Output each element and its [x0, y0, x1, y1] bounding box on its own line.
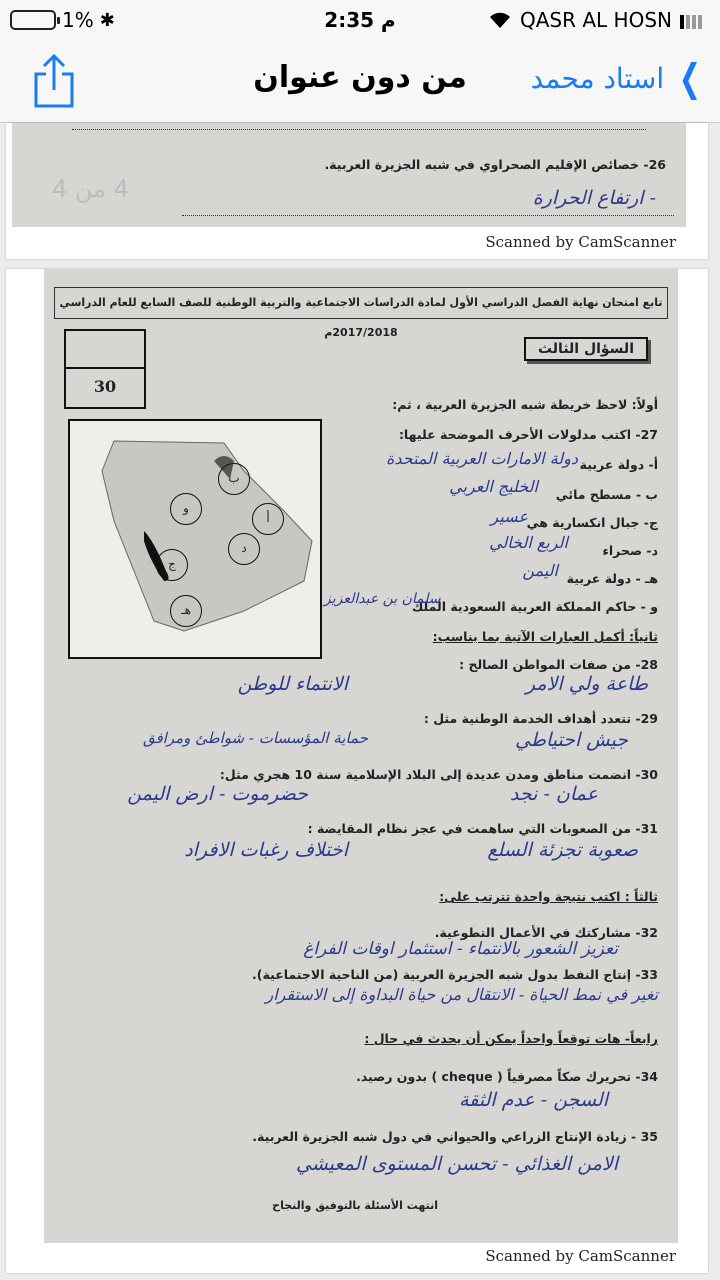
- question-26: 26- خصائص الإقليم الصحراوي في شبه الجزيرة العربية.: [324, 157, 666, 172]
- exam-footer: انتهت الأسئلة بالتوفيق والنجاح: [272, 1199, 438, 1212]
- battery-level: 1%: [62, 8, 94, 32]
- bluetooth-icon: ✱: [99, 9, 115, 31]
- answer-30-2: حضرموت - ارض اليمن: [127, 783, 308, 805]
- item-label: ج- جبال انكسارية هي: [526, 515, 658, 530]
- status-bar: [0, 0, 720, 40]
- question-32: 32- مشاركتك في الأعمال التطوعية.: [434, 925, 658, 940]
- answer-28-2: الانتماء للوطن: [237, 673, 348, 695]
- status-time: 2:35 م: [324, 8, 396, 32]
- map-marker-d: د: [228, 533, 260, 565]
- part4-title: رابعاً- هات توقعاً واحداً يمكن أن يحدث في حال :: [364, 1031, 658, 1046]
- question-35: 35 - زيادة الإنتاج الزراعي والحيواني في دول شبه الجزيرة العربية.: [252, 1129, 658, 1144]
- answer-32: تعزيز الشعور بالانتماء - استثمار اوقات الفراغ: [303, 939, 618, 959]
- question-34: 34- تحريرك صكاً مصرفياً ( cheque ) بدون رصيد.: [356, 1069, 658, 1084]
- item-label: د- صحراء: [602, 543, 658, 558]
- camscanner-watermark: Scanned by CamScanner: [485, 1247, 676, 1265]
- question-27: 27- اكتب مدلولات الأحرف الموضحة عليها:: [398, 427, 658, 442]
- answer-31-2: اختلاف رغبات الافراد: [184, 839, 348, 861]
- score-value: 30: [93, 377, 117, 396]
- scanned-image-2: [44, 269, 678, 1243]
- answer-33: تغير في نمط الحياة - الانتقال من حياة البداوة إلى الاستقرار: [265, 985, 658, 1004]
- page-number: 4 من 4: [52, 175, 129, 203]
- back-label: استاد محمد: [530, 61, 665, 95]
- question-30: 30- انضمت مناطق ومدن عديدة إلى البلاد الإسلامية سنة 10 هجري مثل:: [219, 767, 658, 782]
- answer-28-1: طاعة ولي الامر: [525, 673, 648, 695]
- item-answer: عسير: [490, 507, 528, 526]
- item-label: هـ - دولة عربية: [566, 571, 658, 586]
- item-label: أ- دولة عربية: [579, 457, 658, 472]
- camscanner-watermark: Scanned by CamScanner: [485, 233, 676, 251]
- signal-icon: [680, 11, 710, 29]
- part3-title: ثالثاً : اكتب نتيجة واحدة تترتب على:: [439, 889, 658, 904]
- item-label: ب - مسطح مائي: [555, 487, 658, 502]
- answer-31-1: صعوبة تجزئة السلع: [487, 839, 638, 861]
- document-page-2[interactable]: [6, 269, 708, 1273]
- section-title: السؤال الثالث: [524, 337, 648, 361]
- exam-header: تابع امتحان نهاية الفصل الدراسي الأول لمادة الدراسات الاجتماعية والتربية الوطنية للصف السابع للعام الدراسي 2017/2018م: [54, 287, 668, 319]
- map-marker-a: أ: [252, 503, 284, 535]
- answer-29-1: جيش احتياطي: [515, 729, 628, 751]
- item-answer: سلمان بن عبدالعزيز: [324, 591, 441, 607]
- map-marker-b: ب: [218, 463, 250, 495]
- question-29: 29- تتعدد أهداف الخدمة الوطنية مثل :: [423, 711, 658, 726]
- map-marker-w: و: [170, 493, 202, 525]
- question-28: 28- من صفات المواطن الصالح :: [459, 657, 658, 672]
- item-answer: الربع الخالي: [489, 533, 568, 552]
- answer-line: [182, 215, 674, 216]
- chevron-right-icon: ❯: [678, 56, 702, 100]
- question-33: 33- إنتاج النفط بدول شبه الجزيرة العربية (من الناحية الاجتماعية).: [252, 967, 658, 982]
- carrier-name: QASR AL HOSN: [520, 8, 672, 32]
- page-title: من دون عنوان: [253, 60, 467, 95]
- answer-30-1: عمان - نجد: [509, 783, 598, 805]
- status-right: [488, 8, 710, 32]
- map-marker-h: هـ: [170, 595, 202, 627]
- navigation-bar: [0, 40, 720, 123]
- answer-26: - ارتفاع الحرارة: [532, 187, 656, 209]
- map-marker-j: ج: [156, 549, 188, 581]
- answer-35: الامن الغذائي - تحسن المستوى المعيشي: [295, 1153, 618, 1175]
- scanned-image-1: [12, 123, 686, 227]
- part1-title: أولاً: لاحظ خريطة شبه الجزيرة العربية ، ثم:: [392, 397, 658, 412]
- item-answer: الخليج العربي: [449, 477, 538, 496]
- item-label: و - حاكم المملكة العربية السعودية الملك: [411, 599, 658, 614]
- share-icon[interactable]: [30, 54, 78, 108]
- answer-line: [72, 129, 646, 130]
- part2-title: ثانياً: أكمل العبارات الآتية بما يناسب:: [432, 629, 658, 644]
- document-page-1[interactable]: [6, 123, 708, 259]
- back-button[interactable]: [531, 56, 706, 100]
- arabian-peninsula-map: [68, 419, 322, 659]
- answer-34: السجن - عدم الثقة: [459, 1089, 608, 1111]
- question-31: 31- من الصعوبات التي ساهمت في عجز نظام المقايضة :: [307, 821, 658, 836]
- answer-29-2: حماية المؤسسات - شواطئ ومرافق: [143, 729, 368, 747]
- item-answer: اليمن: [522, 561, 558, 580]
- wifi-icon: [488, 11, 512, 29]
- item-answer: دولة الامارات العربية المتحدة: [385, 449, 578, 468]
